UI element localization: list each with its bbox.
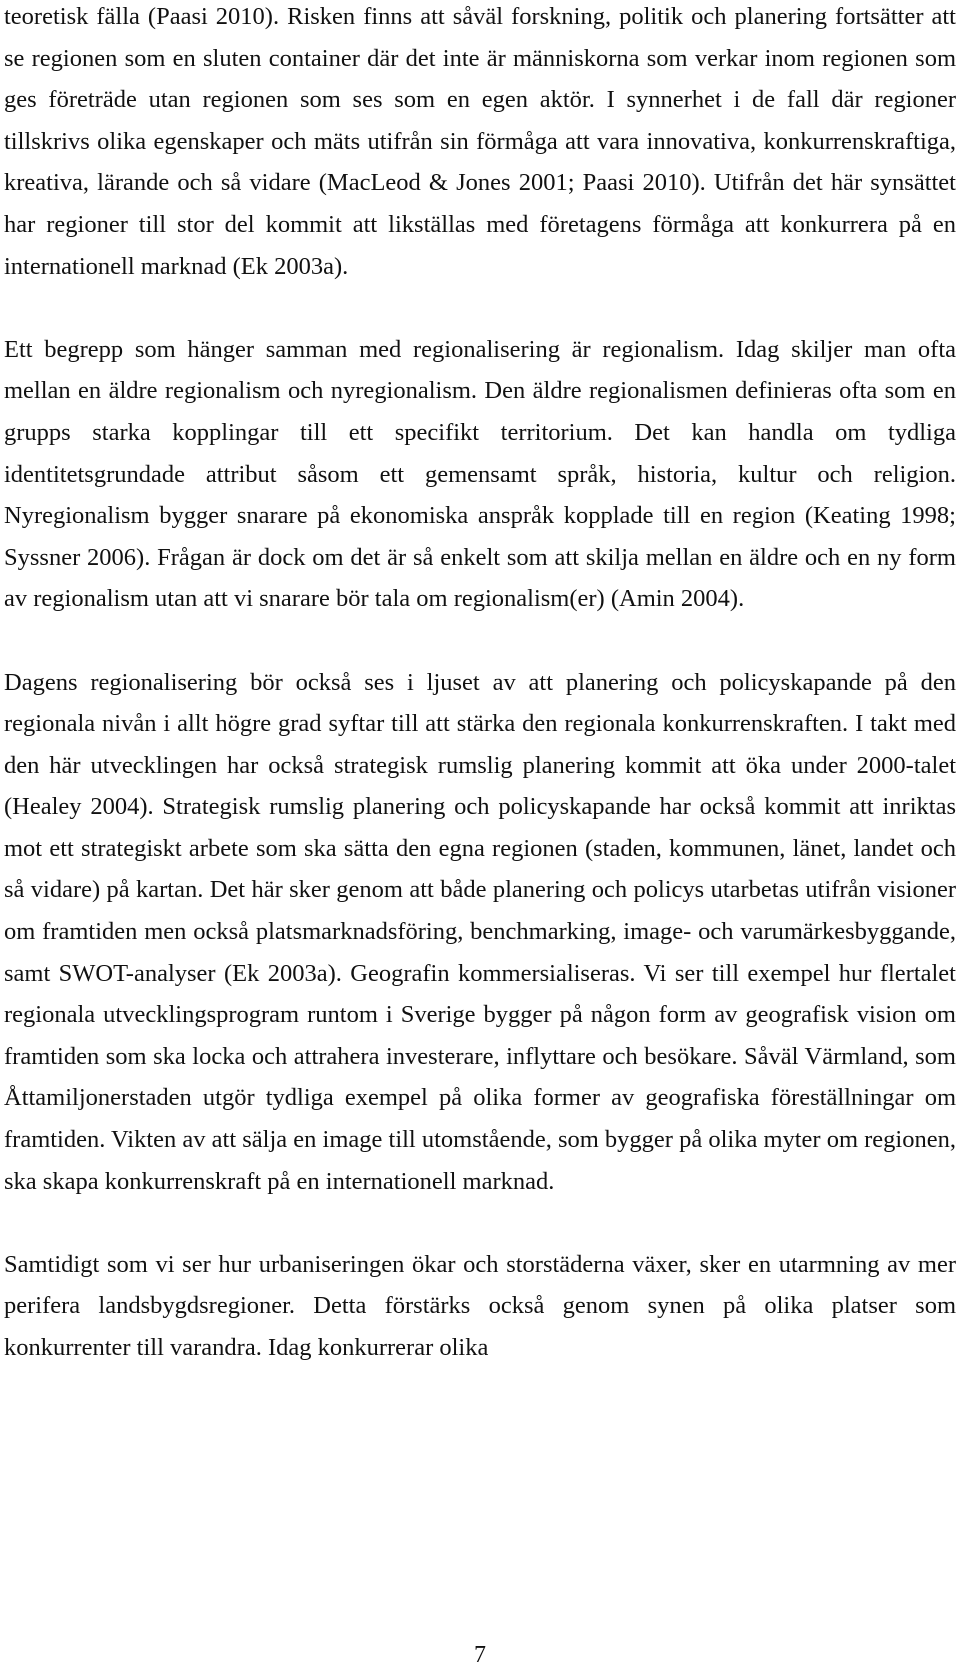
paragraph-1: teoretisk fälla (Paasi 2010). Risken finns att såväl forskning, politik och planering fortsätter att se regionen som en sluten container där det inte är människorna som verkar inom regionen som ges företräde utan regionen som ses som en egen aktör. I synnerhet i de fall där regioner tillskrivs olika egenskaper och mäts utifrån sin förmåga att vara innovativa, konkurrenskraftiga, kreativa, lärande och så vidare (MacLeod & Jones 2001; Paasi 2010). Utifrån det här synsättet har regioner till stor del kommit att likställas med företagens förmåga att konkurrera på en internationell marknad (Ek 2003a). (4, 3, 956, 280)
body-text (4, 0, 956, 1369)
paragraph-2: Ett begrepp som hänger samman med regionalisering är regionalism. Idag skiljer man ofta mellan en äldre regionalism och nyregionalism. Den äldre regionalismen definieras ofta som en grupps starka kopplingar till ett specifikt territorium. Det kan handla om tydliga identitetsgrundade attribut såsom ett gemensamt språk, historia, kultur och religion. Nyregionalism bygger snarare på ekonomiska anspråk kopplade till en region (Keating 1998; Syssner 2006). Frågan är dock om det är så enkelt som att skilja mellan en äldre och en ny form av regionalism utan att vi snarare bör tala om regionalism(er) (Amin 2004). (4, 335, 956, 613)
page-number: 7 (474, 1642, 486, 1668)
paragraph-4: Samtidigt som vi ser hur urbaniseringen ökar och storstäderna växer, sker en utarmning av mer perifera landsbygdsregioner. Detta förstärks också genom synen på olika platser som konkurrenter till varandra. Idag konkurrerar olika (4, 1250, 956, 1361)
paragraph-3: Dagens regionalisering bör också ses i ljuset av att planering och policyskapande på den regionala nivån i allt högre grad syftar till att stärka den regionala konkurrenskraften. I takt med den här utvecklingen har också strategisk rumslig planering kommit att öka under 2000-talet (Healey 2004). Strategisk rumslig planering och policyskapande har också kommit att inriktas mot ett strategiskt arbete som ska sätta den egna regionen (staden, kommunen, länet, landet och så vidare) på kartan. Det här sker genom att både planering och policys utarbetas utifrån visioner om framtiden men också platsmarknadsföring, benchmarking, image- och varumärkesbyggande, samt SWOT-analyser (Ek 2003a). Geografin kommersialiseras. Vi ser till exempel hur flertalet regionala utvecklingsprogram runtom i Sverige bygger på någon form av geografisk vision om framtiden som ska locka och attrahera investerare, inflyttare och besökare. Såväl Värmland, som Åttamiljonerstaden utgör tydliga exempel på olika former av geografiska föreställningar om framtiden. Vikten av att sälja en image till utomstående, som bygger på olika myter om regionen, ska skapa konkurrenskraft på en internationell marknad. (4, 668, 956, 1195)
